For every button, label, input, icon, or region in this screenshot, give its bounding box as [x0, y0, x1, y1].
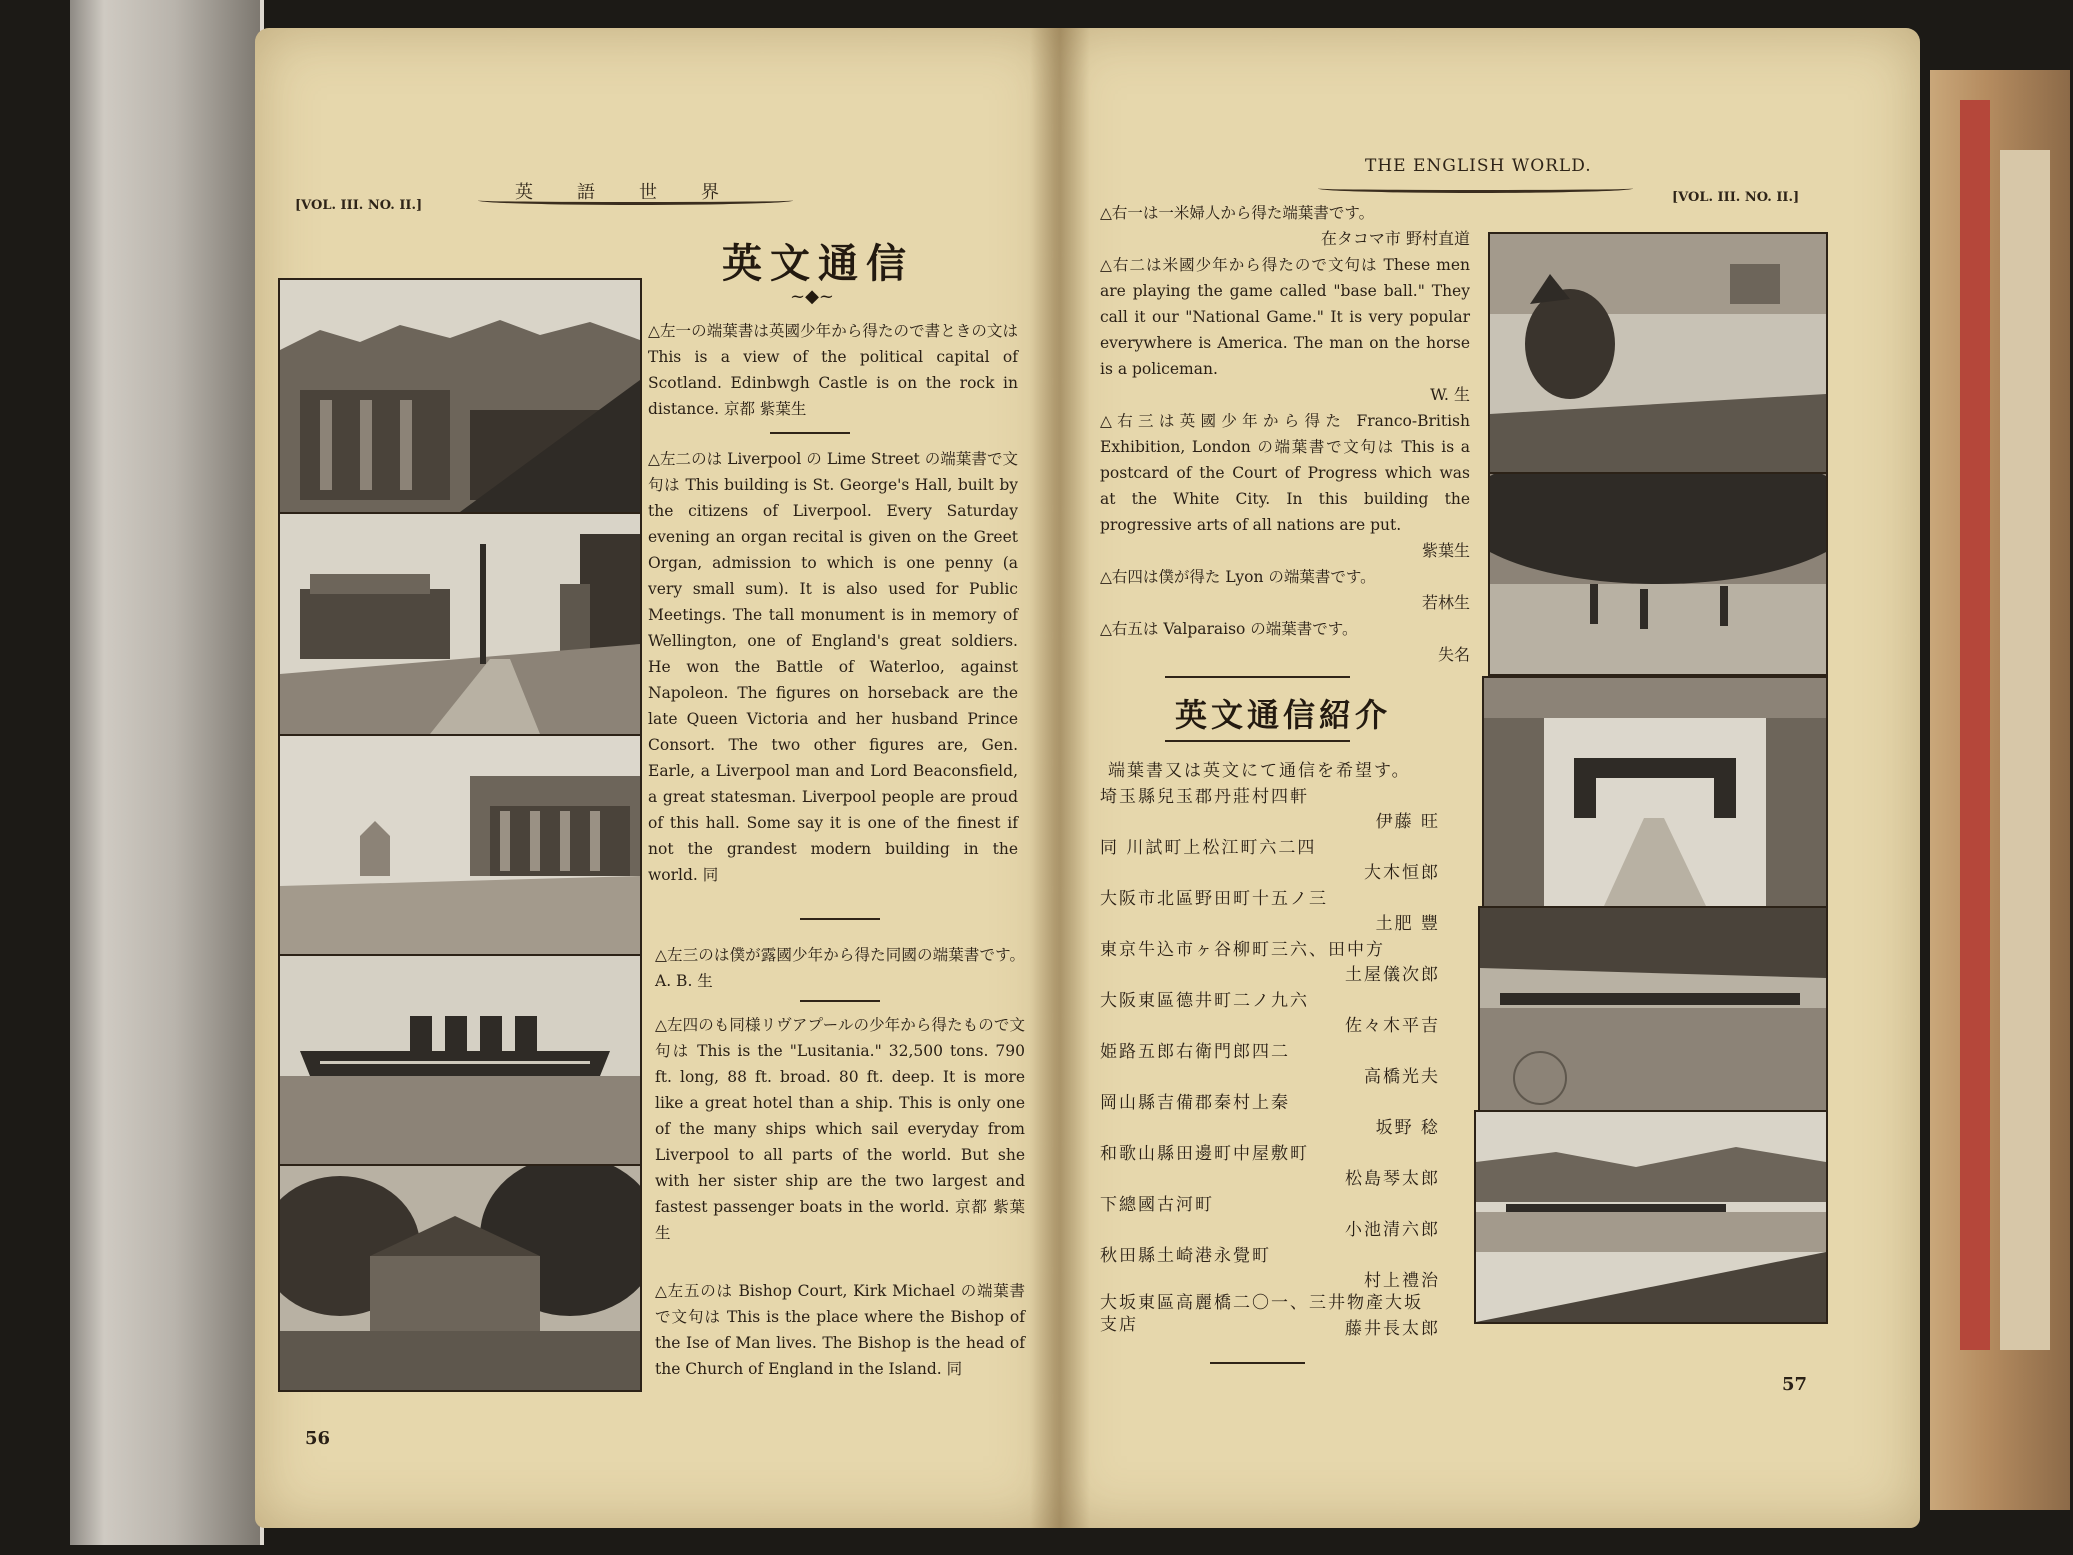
directory-name: 村上禮治	[1364, 1271, 1440, 1291]
directory-entry	[1100, 884, 1440, 935]
directory-entry	[1100, 1088, 1440, 1139]
directory-entry	[1100, 782, 1440, 833]
section2-rule-top	[1165, 676, 1350, 678]
directory-entry	[1100, 1037, 1440, 1088]
right-signature-1: 在タコマ市 野村直道	[1320, 229, 1470, 248]
photo-st-georges-hall	[278, 512, 642, 736]
back-cover-strip	[1960, 100, 1990, 1350]
directory-entry	[1100, 935, 1440, 986]
right-header-volume: [VOL. III. NO. II.]	[1672, 190, 1800, 205]
directory-address: 大阪東區德井町二ノ九六	[1100, 991, 1309, 1011]
directory-name: 土屋儀次郎	[1345, 965, 1440, 985]
directory-entry	[1100, 1241, 1440, 1292]
photo-edinburgh	[278, 278, 642, 514]
directory-address: 東京牛込市ヶ谷柳町三六、田中方	[1100, 940, 1385, 960]
directory-address: 秋田縣土崎港永覺町	[1100, 1246, 1271, 1266]
directory-address: 大坂東區高麗橋二〇一、三井物產大坂支店	[1100, 1293, 1423, 1335]
right-signature-2: W. 生	[1430, 385, 1470, 404]
left-paragraph-2-text: △左二のは Liverpool の Lime Street の端葉書で文句は This building is St. George's Hall, built by the citizens of Liverpool. Every Saturday evening an organ recital is given on the Greet Organ, admission to which is one penny (a very small sum). It is also used for Public Meetings. The tall monument is in memory of Wellington, one of England's great soldiers. He won the Battle of Waterloo, against Napoleon. The figures on horseback are the late Queen Victoria and her husband Prince Consort. The two other figures are, Gen. Earle, a Liverpool man and Lord Beaconsfield, a great statesman. Liverpool people are proud of this hall. Some say it is one of the finest if not the grandest modern building in the world. 同	[648, 450, 1018, 884]
right-signature-4: 若林生	[1421, 593, 1470, 612]
left-paragraph-3	[655, 942, 1025, 994]
directory-address: 岡山縣吉備郡秦村上秦	[1100, 1093, 1290, 1113]
left-paragraph-4-text: △左四のも同様リヴアプールの少年から得たもので文句は This is the "Lusitania." 32,500 tons. 790 ft. long, 88 ft. broad. 80 ft. deep. It is more like a great hotel than a ship. This is only one of the many ships which sail everyday from Liverpool to all parts of the world. But she with her sister ship are the two largest and fastest passenger boats in the world. 京都 紫葉生	[655, 1016, 1025, 1242]
glass-weight	[70, 0, 264, 1545]
directory-entry	[1100, 1190, 1440, 1241]
left-paragraph-2	[648, 446, 1018, 888]
photo-valparaiso	[1474, 1110, 1828, 1324]
left-paragraph-1	[648, 318, 1018, 422]
left-section-title: 英文通信	[722, 240, 914, 287]
title-ornament: ~◆~	[790, 286, 835, 307]
right-paragraph-4: △右四は僕が得た Lyon の端葉書です。	[1100, 568, 1376, 586]
left-header-volume: [VOL. III. NO. II.]	[295, 198, 423, 213]
photo-lusitania	[278, 954, 642, 1166]
directory-entry	[1100, 833, 1440, 884]
right-header-underline	[1318, 184, 1633, 193]
directory-name: 小池清六郎	[1345, 1220, 1440, 1240]
directory-address: 和歌山縣田邊町中屋敷町	[1100, 1144, 1309, 1164]
left-rule-1	[770, 432, 850, 434]
left-paragraph-1-text: △左一の端葉書は英國少年から得たので書ときの文は This is a view of the political capital of Scotland. Edinbwgh Castle is on the rock in distance. 京都 紫葉生	[648, 322, 1018, 418]
right-page-number: 57	[1782, 1374, 1808, 1395]
right-section-title: 英文通信紹介	[1175, 696, 1392, 734]
left-rule-3	[800, 1000, 880, 1002]
directory-address: 大阪市北區野田町十五ノ三	[1100, 889, 1328, 909]
directory-name: 伊藤 旺	[1375, 812, 1440, 832]
directory-name: 坂野 稔	[1375, 1118, 1440, 1138]
left-header-title: 英語世界	[515, 182, 763, 203]
photo-russian-building	[278, 734, 642, 956]
photo-court-of-progress	[1482, 676, 1828, 908]
book-gutter	[1030, 28, 1090, 1528]
photo-baseball	[1488, 472, 1828, 676]
right-paragraph-2: △右二は米國少年から得たので文句は These men are playing the game called "base ball." They call it our "National Game." It is very popular everywhere is America. The man on the horse is a policeman.	[1100, 256, 1470, 378]
photo-bishop-court	[278, 1164, 642, 1392]
directory-name: 土肥 豐	[1375, 914, 1440, 934]
directory-address: 埼玉縣兒玉郡丹莊村四軒	[1100, 787, 1309, 807]
directory-name: 松島琴太郎	[1345, 1169, 1440, 1189]
directory-entry	[1100, 1139, 1440, 1190]
right-signature-3: 紫葉生	[1421, 541, 1470, 560]
left-paragraph-5-text: △左五のは Bishop Court, Kirk Michael の端葉書で文句は This is the place where the Bishop of the Ise of Man lives. The Bishop is the head of the Church of England in the Island. 同	[655, 1282, 1025, 1378]
directory-name: 高橋光夫	[1364, 1067, 1440, 1087]
directory-list	[1100, 782, 1440, 1343]
left-header-underline	[478, 196, 793, 205]
directory-name: 藤井長太郎	[1345, 1319, 1440, 1339]
directory-entry	[1100, 1292, 1440, 1343]
section2-rule-bottom	[1165, 740, 1350, 742]
right-paragraph-5: △右五は Valparaiso の端葉書です。	[1100, 620, 1358, 638]
left-page-number: 56	[305, 1428, 331, 1449]
directory-entry	[1100, 986, 1440, 1037]
directory-intro: 端葉書又は英文にて通信を希望す。	[1108, 761, 1411, 781]
directory-address: 姫路五郎右衛門郎四二	[1100, 1042, 1290, 1062]
directory-name: 大木恒郎	[1364, 863, 1440, 883]
photo-lyon	[1478, 906, 1828, 1112]
directory-address: 下總國古河町	[1100, 1195, 1214, 1215]
photo-american-lady	[1488, 232, 1828, 474]
right-letters	[1100, 200, 1470, 668]
left-rule-2	[800, 918, 880, 920]
directory-name: 佐々木平吉	[1345, 1016, 1440, 1036]
directory-address: 同 川試町上松江町六二四	[1100, 838, 1317, 858]
left-paragraph-3-text: △左三のは僕が露國少年から得た同國の端葉書です。 A. B. 生	[655, 946, 1025, 990]
right-paragraph-1: △右一は一米婦人から得た端葉書です。	[1100, 204, 1375, 222]
right-header-title: THE ENGLISH WORLD.	[1365, 156, 1592, 176]
right-paragraph-3: △右三は英國少年から得た Franco-British Exhibition, London の端葉書で文句は This is a postcard of the Court of Progress which was at the White City. In this building the progressive arts of all nations are put.	[1100, 412, 1470, 534]
left-paragraph-4	[655, 1012, 1025, 1246]
directory-end-rule	[1210, 1362, 1305, 1364]
back-cover-paper	[2000, 150, 2050, 1350]
left-paragraph-5	[655, 1278, 1025, 1382]
right-signature-5: 失名	[1437, 645, 1470, 664]
